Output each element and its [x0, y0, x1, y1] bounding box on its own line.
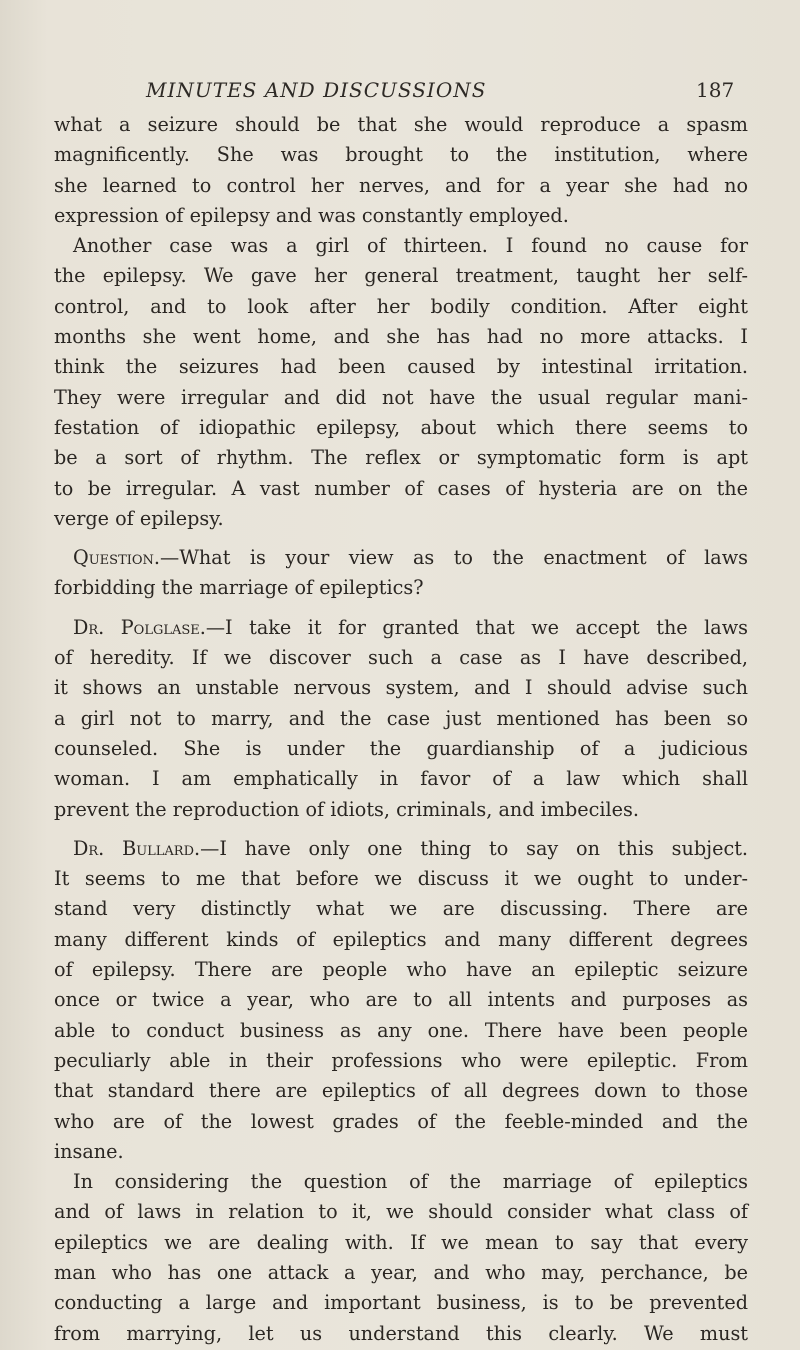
- line-text: man who has one attack a year, and who may, perchance, be: [54, 1260, 748, 1284]
- paragraph: [54, 110, 748, 231]
- line-text: In considering the question of the marriage of epileptics: [73, 1170, 748, 1194]
- line-text: counseled. She is under the guardianship of a judicious: [54, 736, 748, 760]
- line-text: once or twice a year, who are to all intents and purposes as: [54, 988, 748, 1012]
- text-line: [54, 894, 748, 924]
- text-line: [54, 261, 748, 291]
- line-text: that standard there are epileptics of all degrees down to those: [54, 1079, 748, 1103]
- text-line: [54, 795, 748, 825]
- line-text: what a seizure should be that she would reproduce a spasm: [54, 113, 748, 136]
- text-line: [54, 734, 748, 764]
- text-line: [54, 704, 748, 734]
- line-text: conducting a large and important business, is to be prevented: [54, 1291, 748, 1315]
- line-text: of heredity. If we discover such a case as I have described,: [54, 646, 748, 670]
- text-line: [54, 140, 748, 170]
- text-line: [54, 643, 748, 673]
- text-line: [54, 955, 748, 985]
- paragraph: [54, 231, 748, 534]
- line-text: .—I take it for granted that we accept the laws: [199, 615, 748, 639]
- line-text: .—I have only one thing to say on this subject.: [194, 836, 748, 860]
- line-text: the epilepsy. We gave her general treatment, taught her self-: [54, 264, 748, 288]
- line-text: think the seizures had been caused by intestinal irritation.: [54, 355, 748, 379]
- text-line: [54, 1288, 748, 1318]
- text-line: [54, 1016, 748, 1046]
- text-line: [54, 1046, 748, 1076]
- paragraph-gap: [54, 534, 748, 543]
- line-text: stand very distinctly what we are discussing. There are: [54, 897, 748, 921]
- page-number: 187: [696, 78, 735, 102]
- paragraph-gap: [54, 604, 748, 613]
- line-text: woman. I am emphatically in favor of a law which shall: [54, 767, 748, 791]
- line-text: be a sort of rhythm. The reflex or symptomatic form is apt: [54, 446, 748, 470]
- line-text: peculiarly able in their professions who were epileptic. From: [54, 1048, 748, 1072]
- line-text: magnificently. She was brought to the institution, where: [54, 143, 748, 167]
- text-line: [54, 413, 748, 443]
- paragraph: [54, 613, 748, 825]
- paragraph-gap: [54, 825, 748, 834]
- text-line: [54, 985, 748, 1015]
- line-text: she learned to control her nerves, and for a year she had no: [54, 173, 748, 197]
- text-line: [54, 834, 748, 864]
- text-line: [54, 504, 748, 534]
- text-line: [54, 1228, 748, 1258]
- line-text: of epilepsy. There are people who have an epileptic seizure: [54, 958, 748, 982]
- text-line: [54, 474, 748, 504]
- line-text: epileptics we are dealing with. If we mean to say that every: [54, 1230, 748, 1254]
- text-line: [54, 201, 748, 231]
- line-text: control, and to look after her bodily condition. After eight: [54, 294, 748, 318]
- paragraph: [54, 834, 748, 1167]
- line-text: to be irregular. A vast number of cases of hysteria are on the: [54, 476, 748, 500]
- line-text: They were irregular and did not have the usual regular mani-: [54, 385, 748, 409]
- text-line: [54, 292, 748, 322]
- text-line: [54, 864, 748, 894]
- text-line: [54, 925, 748, 955]
- running-title: MINUTES AND DISCUSSIONS: [146, 78, 487, 102]
- line-text: Another case was a girl of thirteen. I found no cause for: [73, 234, 748, 258]
- text-line: [54, 231, 748, 261]
- text-line: [54, 673, 748, 703]
- line-text: many different kinds of epileptics and many different degrees: [54, 927, 748, 951]
- line-text: months she went home, and she has had no more attacks. I: [54, 325, 748, 349]
- text-line: [54, 613, 748, 643]
- line-text: expression of epilepsy and was constantly employed.: [54, 203, 569, 227]
- line-text: a girl not to marry, and the case just mentioned has been so: [54, 706, 748, 730]
- paragraph: [54, 1167, 748, 1349]
- line-text: verge of epilepsy.: [54, 506, 224, 530]
- text-line: [54, 1137, 748, 1167]
- paragraph: [54, 543, 748, 604]
- text-line: [54, 1258, 748, 1288]
- line-text: prevent the reproduction of idiots, criminals, and imbeciles.: [54, 797, 639, 821]
- speaker-label: Dr. Bullard: [73, 836, 195, 860]
- text-line: [54, 171, 748, 201]
- text-line: [54, 1076, 748, 1106]
- line-text: it shows an unstable nervous system, and I should advise such: [54, 676, 748, 700]
- body-text: [54, 110, 748, 1349]
- text-line: [54, 1319, 748, 1349]
- line-text: and of laws in relation to it, we should consider what class of: [54, 1200, 748, 1224]
- line-text: .—What is your view as to the enactment of laws: [153, 546, 748, 570]
- line-text: festation of idiopathic epilepsy, about which there seems to: [54, 415, 748, 439]
- speaker-label: Question: [73, 546, 154, 570]
- text-line: [54, 110, 748, 140]
- text-line: [54, 1197, 748, 1227]
- text-line: [54, 352, 748, 382]
- text-line: [54, 543, 748, 573]
- text-line: [54, 764, 748, 794]
- text-line: [54, 443, 748, 473]
- text-line: [54, 383, 748, 413]
- text-line: [54, 1167, 748, 1197]
- line-text: insane.: [54, 1139, 124, 1163]
- text-line: [54, 1107, 748, 1137]
- line-text: It seems to me that before we discuss it we ought to under-: [54, 867, 748, 891]
- line-text: forbidding the marriage of epileptics?: [54, 576, 424, 600]
- line-text: who are of the lowest grades of the feeble-minded and the: [54, 1109, 748, 1133]
- line-text: from marrying, let us understand this clearly. We must: [54, 1321, 748, 1345]
- speaker-label: Dr. Polglase: [73, 615, 200, 639]
- line-text: able to conduct business as any one. There have been people: [54, 1018, 748, 1042]
- text-line: [54, 573, 748, 603]
- text-line: [54, 322, 748, 352]
